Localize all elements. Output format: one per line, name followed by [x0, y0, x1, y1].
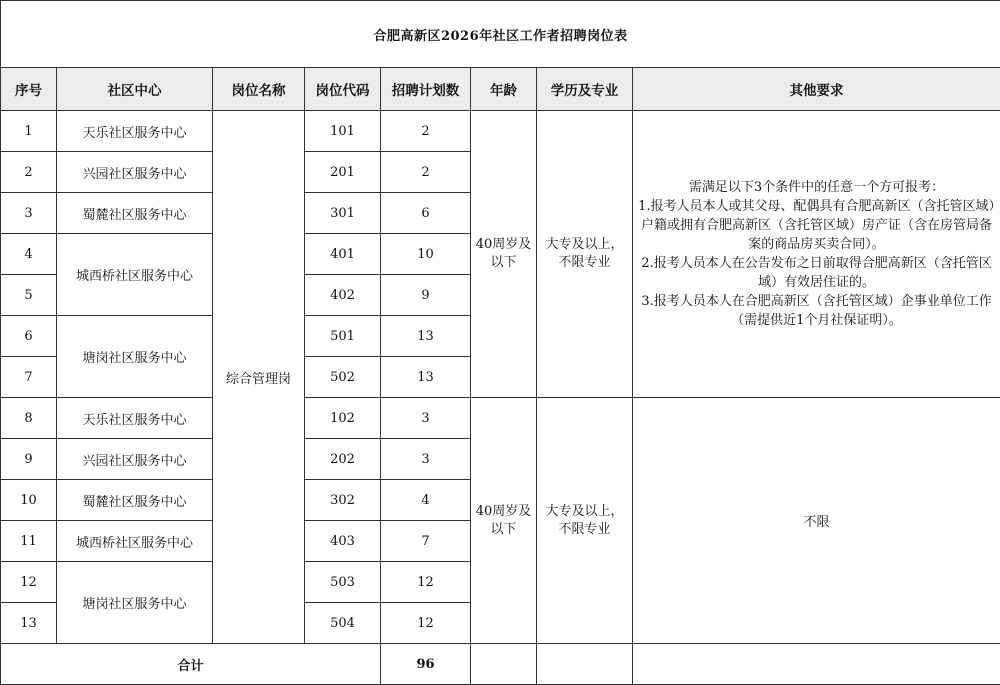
cell-index: 1: [1, 111, 57, 152]
cell-requirements-group2: 不限: [633, 398, 1000, 644]
table-row: [1, 398, 1000, 439]
cell-education-group1: 大专及以上，不限专业: [537, 111, 633, 398]
total-row: [1, 644, 1000, 685]
total-label: 合计: [1, 644, 381, 685]
requirement-2: 2.报考人员本人在公告发布之日前取得合肥高新区（含托管区域）有效居住证的。: [636, 254, 997, 292]
cell-code: 102: [305, 398, 381, 439]
cell-code: 502: [305, 357, 381, 398]
cell-age-group1: 40周岁及以下: [471, 111, 537, 398]
cell-index: 12: [1, 562, 57, 603]
cell-community: 塘岗社区服务中心: [57, 562, 213, 644]
cell-code: 202: [305, 439, 381, 480]
cell-plan: 4: [381, 480, 471, 521]
cell-plan: 13: [381, 316, 471, 357]
cell-index: 2: [1, 152, 57, 193]
cell-plan: 7: [381, 521, 471, 562]
cell-index: 6: [1, 316, 57, 357]
cell-requirements-group1: [633, 111, 1000, 398]
header-position: 岗位名称: [213, 68, 305, 111]
cell-index: 9: [1, 439, 57, 480]
header-community: 社区中心: [57, 68, 213, 111]
header-code: 岗位代码: [305, 68, 381, 111]
total-empty-age: [471, 644, 537, 685]
cell-code: 101: [305, 111, 381, 152]
header-index: 序号: [1, 68, 57, 111]
cell-plan: 2: [381, 111, 471, 152]
cell-community: 塘岗社区服务中心: [57, 316, 213, 398]
requirement-3: 3.报考人员本人在合肥高新区（含托管区域）企事业单位工作（需提供近1个月社保证明）。: [636, 292, 997, 330]
cell-plan: 9: [381, 275, 471, 316]
cell-plan: 10: [381, 234, 471, 275]
cell-index: 5: [1, 275, 57, 316]
header-age: 年龄: [471, 68, 537, 111]
cell-age-group2: 40周岁及以下: [471, 398, 537, 644]
table-row: [1, 111, 1000, 152]
header-education: 学历及专业: [537, 68, 633, 111]
total-empty-other: [633, 644, 1000, 685]
cell-code: 302: [305, 480, 381, 521]
cell-community: 兴园社区服务中心: [57, 152, 213, 193]
cell-code: 301: [305, 193, 381, 234]
cell-plan: 3: [381, 398, 471, 439]
cell-plan: 2: [381, 152, 471, 193]
cell-plan: 13: [381, 357, 471, 398]
cell-plan: 6: [381, 193, 471, 234]
cell-plan: 12: [381, 603, 471, 644]
cell-index: 13: [1, 603, 57, 644]
header-plan: 招聘计划数: [381, 68, 471, 111]
cell-community: 蜀麓社区服务中心: [57, 193, 213, 234]
cell-plan: 3: [381, 439, 471, 480]
cell-code: 403: [305, 521, 381, 562]
cell-community: 天乐社区服务中心: [57, 398, 213, 439]
cell-code: 501: [305, 316, 381, 357]
cell-index: 10: [1, 480, 57, 521]
cell-index: 3: [1, 193, 57, 234]
cell-index: 11: [1, 521, 57, 562]
total-plan: 96: [381, 644, 471, 685]
cell-index: 8: [1, 398, 57, 439]
cell-code: 503: [305, 562, 381, 603]
page-title: 合肥高新区2026年社区工作者招聘岗位表: [1, 1, 1000, 68]
cell-code: 402: [305, 275, 381, 316]
cell-code: 504: [305, 603, 381, 644]
cell-community: 兴园社区服务中心: [57, 439, 213, 480]
cell-code: 201: [305, 152, 381, 193]
cell-plan: 12: [381, 562, 471, 603]
cell-community: 蜀麓社区服务中心: [57, 480, 213, 521]
cell-index: 7: [1, 357, 57, 398]
header-other: 其他要求: [633, 68, 1000, 111]
cell-education-group2: 大专及以上，不限专业: [537, 398, 633, 644]
requirement-intro: 需满足以下3个条件中的任意一个方可报考：: [636, 178, 997, 197]
requirement-1: 1.报考人员本人或其父母、配偶具有合肥高新区（含托管区域）户籍或拥有合肥高新区（含托管区域）房产证（含在房管局备案的商品房买卖合同）。: [636, 197, 997, 254]
cell-community: 城西桥社区服务中心: [57, 234, 213, 316]
cell-community: 城西桥社区服务中心: [57, 521, 213, 562]
cell-index: 4: [1, 234, 57, 275]
cell-position: 综合管理岗: [213, 111, 305, 644]
cell-code: 401: [305, 234, 381, 275]
cell-community: 天乐社区服务中心: [57, 111, 213, 152]
total-empty-education: [537, 644, 633, 685]
